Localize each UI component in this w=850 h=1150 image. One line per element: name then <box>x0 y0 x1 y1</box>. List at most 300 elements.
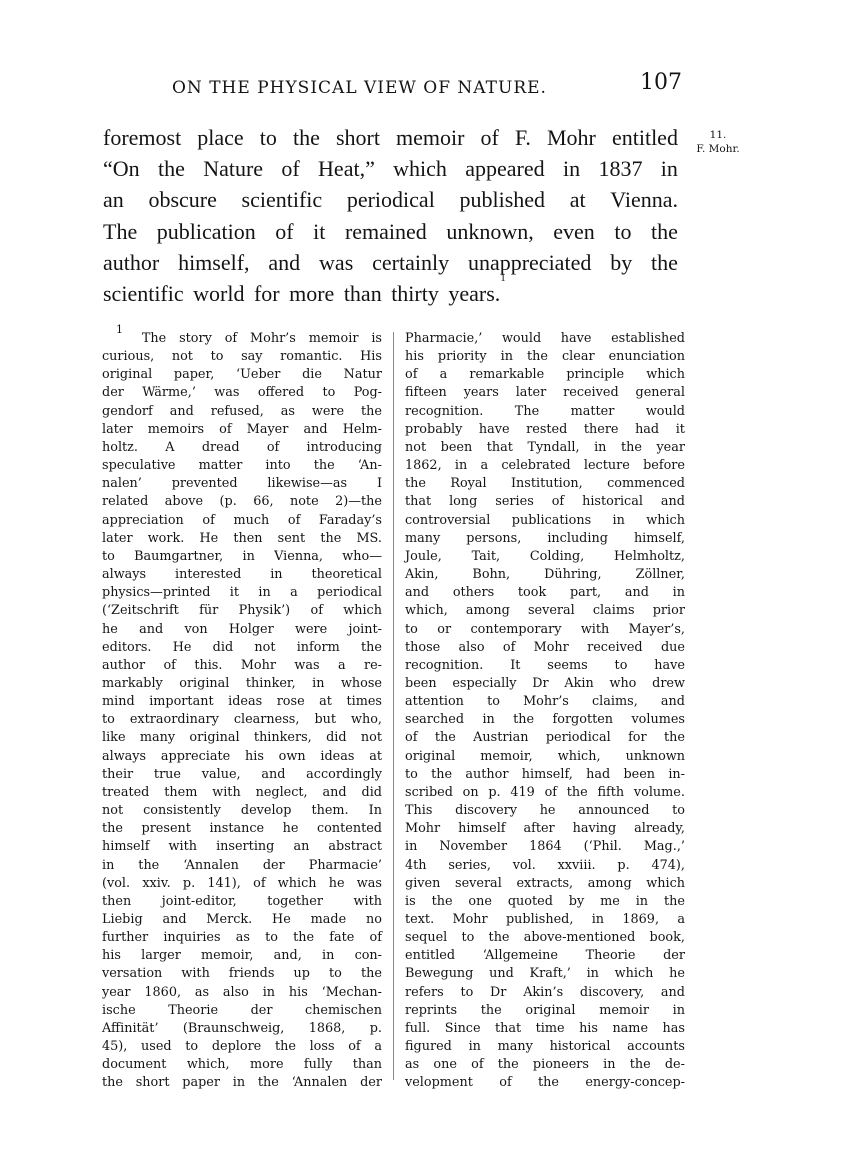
word: which, <box>557 748 601 764</box>
word: certainly <box>372 249 450 275</box>
word: note <box>289 494 319 510</box>
word: the <box>651 218 678 244</box>
word: himself, <box>178 249 250 275</box>
word: his <box>405 349 424 365</box>
word: Pharmacie,’ <box>405 331 483 346</box>
word: Mohr <box>547 125 596 150</box>
word: publication <box>156 218 256 244</box>
word: in <box>635 893 649 909</box>
word: used <box>141 1039 172 1055</box>
word: periodical <box>545 730 611 746</box>
word: in <box>102 857 115 873</box>
word: as <box>280 403 295 419</box>
word: sequel <box>405 930 448 946</box>
main-text-line <box>103 153 678 184</box>
word: and <box>139 621 164 637</box>
footnote-line <box>102 929 382 947</box>
word: He <box>199 530 219 546</box>
word: introducing <box>306 439 382 455</box>
word: 1864 <box>529 839 562 855</box>
footnote-line <box>102 1002 382 1020</box>
footnote-line <box>405 530 685 548</box>
footnote-line <box>102 548 382 566</box>
word: consistently <box>143 803 221 819</box>
word: into <box>265 458 291 474</box>
word: and <box>268 249 301 275</box>
footnote-line <box>405 893 685 911</box>
word: further <box>102 930 149 946</box>
word: the <box>138 857 160 873</box>
word: Dühring, <box>544 567 602 583</box>
word: the <box>488 930 510 946</box>
line-text: scientific world for more than thirty years. <box>103 281 501 307</box>
footnote-line <box>405 548 685 566</box>
word: Merck. <box>206 912 253 927</box>
word: extraordinary <box>129 712 219 728</box>
main-text-line <box>103 184 678 215</box>
word: celebrated <box>501 458 571 474</box>
word: several <box>527 603 575 619</box>
word: thinker, <box>245 675 296 691</box>
word: which <box>277 875 317 891</box>
footnote-line <box>405 439 685 457</box>
word: above-mentioned <box>523 930 636 946</box>
word: was <box>294 657 320 673</box>
word: of <box>266 439 280 455</box>
word: which <box>343 603 382 619</box>
word: several <box>455 875 502 891</box>
word: were <box>295 621 328 637</box>
footnote-line <box>405 929 685 947</box>
word: to <box>322 385 336 401</box>
word: Royal <box>450 476 487 492</box>
word: years <box>463 385 499 401</box>
word: short <box>335 125 380 150</box>
footnote-line <box>102 475 382 493</box>
word: (‘Zeitschrift <box>102 603 179 619</box>
word: original <box>525 1002 576 1018</box>
word: volume. <box>633 784 685 800</box>
word: also <box>458 639 485 655</box>
word: later <box>515 385 547 401</box>
word: the <box>274 1039 296 1055</box>
word: document <box>102 1057 167 1073</box>
word: paper <box>182 1075 220 1091</box>
word: gendorf <box>102 403 153 419</box>
word: obscure <box>148 187 217 213</box>
footnote-line <box>102 838 382 856</box>
footnote-marker: 1 <box>116 323 123 336</box>
word: the <box>620 439 642 455</box>
word: He <box>172 639 192 655</box>
word: the <box>292 125 320 150</box>
word: of <box>287 512 301 528</box>
word: much <box>233 512 270 528</box>
word: the <box>513 712 535 728</box>
word: his <box>244 748 264 764</box>
word: memoirs <box>147 421 205 437</box>
word: ‘An- <box>357 458 382 474</box>
word: in <box>672 1002 685 1018</box>
word: Theorie <box>168 1002 219 1018</box>
word: author <box>102 657 146 673</box>
word: 1837 <box>598 156 643 182</box>
word: he <box>328 875 345 891</box>
word: it <box>229 585 240 601</box>
word: then <box>102 893 132 909</box>
word: to <box>185 1039 199 1055</box>
word: he <box>102 621 118 637</box>
word: neglect, <box>255 784 308 800</box>
word: at <box>319 694 332 710</box>
word: of <box>348 1039 361 1055</box>
word: Nature <box>203 156 264 182</box>
word: own <box>278 748 306 764</box>
word: not <box>254 639 276 655</box>
word: but <box>314 712 337 728</box>
word: accounts <box>627 1039 685 1055</box>
word: in <box>468 1039 481 1055</box>
word: scientific <box>241 187 323 213</box>
word: received <box>563 385 619 401</box>
footnote-line <box>102 1020 382 1038</box>
main-text <box>103 122 678 309</box>
word: xxiv. <box>142 875 171 891</box>
word: not <box>360 730 382 746</box>
footnote-line <box>102 584 382 602</box>
word: have <box>560 331 592 346</box>
word: of <box>253 875 266 891</box>
word: who <box>609 675 637 691</box>
word: p. <box>369 1020 382 1036</box>
word: an <box>293 839 310 855</box>
word: would <box>501 331 542 346</box>
word: series, <box>448 857 491 873</box>
word: to <box>405 621 418 637</box>
word: romantic. <box>280 349 343 365</box>
word: with <box>580 621 610 637</box>
word: up <box>293 966 310 982</box>
word: the <box>664 730 685 746</box>
footnote-line <box>102 348 382 366</box>
word: Mohr’s <box>523 694 569 710</box>
running-head <box>150 70 690 106</box>
footnote-line <box>102 384 382 402</box>
word: versation <box>102 966 163 982</box>
main-text-line <box>103 272 678 309</box>
footnote-line <box>102 421 382 439</box>
word: in <box>603 1057 616 1073</box>
word: refers <box>405 984 444 1000</box>
word: dread <box>201 439 240 455</box>
word: original <box>102 367 153 383</box>
word: thinkers, <box>253 730 312 746</box>
word: in <box>562 156 581 182</box>
running-title: ON THE PHYSICAL VIEW OF NATURE. <box>172 78 547 98</box>
footnote-right-column <box>405 330 685 1093</box>
word: the <box>431 893 453 909</box>
footnote-line <box>405 1074 685 1092</box>
footnote-line <box>102 802 382 820</box>
word: one <box>468 893 492 909</box>
footnote-line <box>405 857 685 875</box>
word: it <box>313 218 326 244</box>
word: scribed <box>405 784 453 800</box>
word: 419 <box>510 784 535 800</box>
word: due <box>660 639 685 655</box>
word: in <box>405 839 418 855</box>
word: 2)—the <box>335 494 382 510</box>
word: a <box>374 1039 382 1055</box>
word: there <box>583 421 619 437</box>
word: have <box>654 657 685 673</box>
word: was <box>214 385 240 401</box>
word: clearness, <box>233 712 300 728</box>
word: than <box>352 1057 382 1073</box>
word: recognition. <box>405 657 484 673</box>
word: the <box>480 1002 502 1018</box>
word: rested <box>526 421 568 437</box>
word: himself <box>458 821 506 837</box>
word: took <box>517 585 547 601</box>
word: later <box>102 530 133 546</box>
word: with <box>181 966 210 982</box>
word: or <box>437 621 452 637</box>
footnote-line <box>102 947 382 965</box>
word: and <box>660 984 685 1000</box>
word: inform <box>296 639 340 655</box>
word: ‘Mechan- <box>321 984 382 1000</box>
word: in <box>660 156 678 182</box>
footnote-line <box>102 1074 382 1092</box>
footnote-line <box>405 348 685 366</box>
word: November <box>439 839 508 855</box>
word: established <box>611 331 685 346</box>
word: on <box>462 784 479 800</box>
word: that <box>405 494 432 510</box>
word: Since <box>444 1020 481 1036</box>
word: persons, <box>466 530 522 546</box>
word: and, <box>273 948 302 964</box>
word: author <box>465 766 509 782</box>
footnote-line <box>102 711 382 729</box>
word: prevented <box>171 476 238 492</box>
word: the <box>257 1075 279 1091</box>
word: A <box>165 439 175 455</box>
word: likewise—as <box>267 476 348 492</box>
word: the <box>360 639 382 655</box>
footnote-line <box>405 621 685 639</box>
footnote-line <box>405 493 685 511</box>
word: received <box>587 639 643 655</box>
word: name <box>612 1020 649 1036</box>
word: the <box>566 784 588 800</box>
word: no <box>366 912 382 927</box>
word: contemporary <box>470 621 562 637</box>
word: to <box>614 218 632 244</box>
word: as <box>405 1057 420 1073</box>
word: in <box>591 912 605 927</box>
word: Mohr <box>405 821 441 837</box>
word: original <box>179 675 230 691</box>
word: with <box>168 839 197 855</box>
word: times <box>346 694 382 710</box>
word: those <box>405 639 441 655</box>
word: having <box>572 821 617 837</box>
word: matter <box>198 458 243 474</box>
word: 1868, <box>308 1020 346 1036</box>
word: and <box>261 766 286 782</box>
word: to <box>460 984 474 1000</box>
footnote-line <box>102 512 382 530</box>
word: of <box>202 512 215 528</box>
word: say <box>241 349 263 365</box>
word: the <box>313 458 335 474</box>
word: memoir <box>308 331 359 346</box>
word: I <box>376 476 382 492</box>
word: re- <box>363 657 382 673</box>
word: in <box>612 512 625 528</box>
footnote-line <box>405 384 685 402</box>
word: general <box>635 385 685 401</box>
footnote-line <box>405 566 685 584</box>
word: were <box>311 403 345 419</box>
word: the <box>431 766 453 782</box>
footnote-line <box>102 366 382 384</box>
footnote-line <box>102 693 382 711</box>
word: p. <box>617 857 630 873</box>
footnote-line <box>102 911 382 929</box>
footnote-line <box>102 639 382 657</box>
word: discovery <box>455 803 517 819</box>
word: before <box>643 458 685 474</box>
word: always <box>102 748 147 764</box>
footnote-line <box>405 639 685 657</box>
word: Akin’s <box>523 984 564 1000</box>
word: inserting <box>216 839 275 855</box>
word: the <box>102 1075 123 1091</box>
footnote-line <box>405 802 685 820</box>
word: a <box>480 458 489 474</box>
word: holtz. <box>102 439 138 455</box>
word: Kraft,’ <box>529 966 571 982</box>
footnote-line <box>102 893 382 911</box>
word: already, <box>634 821 685 837</box>
word: interested <box>175 567 242 583</box>
word: the <box>157 156 185 182</box>
word: by <box>568 893 585 909</box>
word: a <box>439 367 448 383</box>
footnote-line <box>405 947 685 965</box>
word: markably <box>102 675 163 691</box>
footnote-line <box>102 965 382 983</box>
word: book, <box>649 930 685 946</box>
word: physics—printed <box>102 585 211 601</box>
word: which <box>393 156 447 182</box>
word: to <box>672 803 685 819</box>
word: value, <box>201 766 241 782</box>
word: to <box>265 930 278 946</box>
word: me <box>600 893 620 909</box>
word: a <box>337 657 346 673</box>
side-note-number: 11. <box>709 129 727 141</box>
word: lecture <box>583 458 630 474</box>
word: not <box>171 349 193 365</box>
main-text-line <box>103 216 678 247</box>
word: con- <box>354 948 382 964</box>
footnote-line <box>102 675 382 693</box>
word: which <box>646 875 685 891</box>
word: more <box>249 1057 284 1073</box>
word: der <box>102 385 124 401</box>
word: quoted <box>507 893 553 909</box>
word: Bohn, <box>472 567 511 583</box>
word: the <box>320 530 342 546</box>
word: Theorie <box>585 948 636 964</box>
word: The <box>141 331 167 346</box>
word: which <box>646 512 685 528</box>
word: paper, <box>173 367 215 383</box>
footnote-line <box>405 748 685 766</box>
word: chemischen <box>304 1002 382 1018</box>
word: die <box>302 367 322 383</box>
word: series <box>495 494 534 510</box>
word: this. <box>194 657 223 673</box>
word: instance <box>209 821 265 837</box>
word: been <box>405 675 437 691</box>
word: himself, <box>521 766 573 782</box>
word: fifteen <box>405 385 447 401</box>
footnote-line <box>102 602 382 620</box>
word: discovery, <box>579 984 645 1000</box>
word: (‘Phil. <box>583 839 622 855</box>
footnote-line <box>405 584 685 602</box>
word: energy-concep- <box>585 1075 685 1091</box>
word: Wärme,’ <box>142 385 196 401</box>
word: important <box>149 694 214 710</box>
word: the <box>663 893 685 909</box>
word: always <box>102 567 147 583</box>
word: and <box>162 912 187 927</box>
word: who, <box>351 712 382 728</box>
footnote-line <box>102 1056 382 1074</box>
word: a <box>290 585 298 601</box>
word: Dr <box>532 675 549 691</box>
word: treated <box>102 784 150 800</box>
footnote-line <box>405 1020 685 1038</box>
word: place <box>197 125 244 150</box>
footnote-line <box>405 512 685 530</box>
footnote-line <box>405 475 685 493</box>
word: Helm- <box>342 421 382 437</box>
word: their <box>102 766 134 782</box>
word: it <box>675 421 685 437</box>
word: original <box>189 730 240 746</box>
word: Institution, <box>510 476 583 492</box>
footnote-line <box>102 323 382 348</box>
word: published <box>459 187 546 213</box>
word: editors. <box>102 639 152 655</box>
footnote-line <box>102 439 382 457</box>
word: the <box>497 1057 519 1073</box>
word: his <box>288 984 308 1000</box>
word: full. <box>405 1020 431 1036</box>
word: with <box>353 893 382 909</box>
footnote-line <box>405 766 685 784</box>
word: 45), <box>102 1039 128 1055</box>
word: in <box>312 675 325 691</box>
word: them. <box>311 803 349 819</box>
